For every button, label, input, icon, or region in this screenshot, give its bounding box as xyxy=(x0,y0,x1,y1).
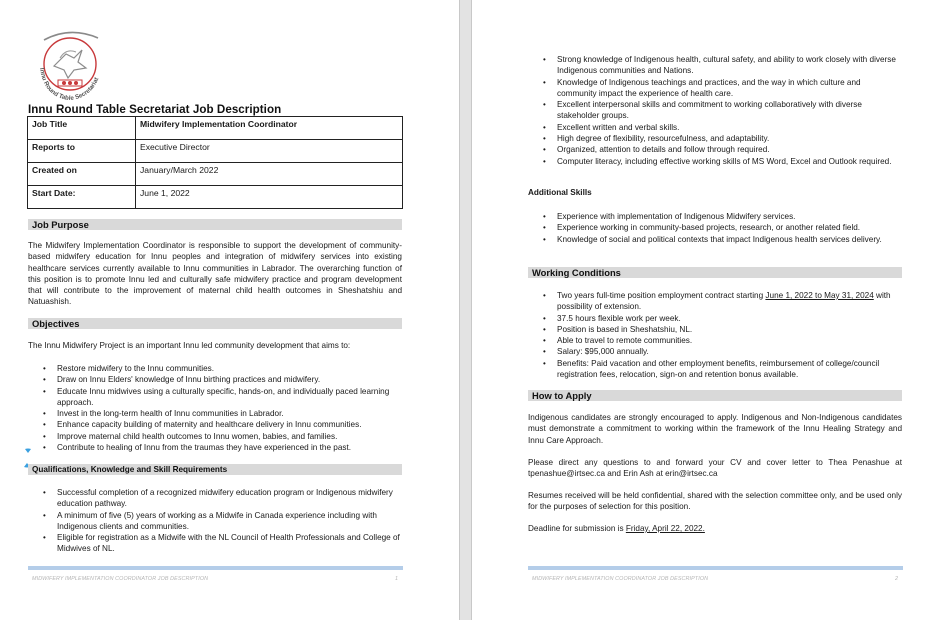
additional-skills-list xyxy=(528,211,900,245)
footer-divider xyxy=(528,566,903,570)
document-title: Innu Round Table Secretariat Job Description xyxy=(28,103,282,116)
list-item xyxy=(528,290,900,313)
working-conditions-list xyxy=(528,290,900,380)
contract-suffix: with possibility of extension. xyxy=(557,291,891,312)
how-to-apply-paragraph-3: Resumes received will be held confidential, shared with the selection committee only, and be used only for the purposes of selection for this position. xyxy=(528,491,902,512)
list-item: • Excellent interpersonal skills and commitment to working collaboratively with diverse stakeholder groups. xyxy=(528,99,900,122)
start-date-value: June 1, 2022 xyxy=(136,186,403,209)
how-to-apply-paragraph-1: Indigenous candidates are strongly encouraged to apply. Indigenous and Non-Indigenous candidates must demonstrate a commitment to working within the framework of the Innu Healing Strategy and Innu Care Approach. xyxy=(528,413,902,445)
list-item: • Restore midwifery to the Innu communities. xyxy=(28,363,404,374)
list-item: • Draw on Innu Elders' knowledge of Innu birthing practices and midwifery. xyxy=(28,374,404,385)
job-title-value: Midwifery Implementation Coordinator xyxy=(136,117,403,140)
page-number: 2 xyxy=(895,576,898,582)
list-item: • Experience with implementation of Indigenous Midwifery services. xyxy=(528,211,900,222)
list-item: • Experience working in community-based projects, research, or another related field. xyxy=(528,222,900,233)
how-to-apply-heading: How to Apply xyxy=(528,390,902,401)
list-item: • Knowledge of social and political contexts that impact Indigenous health services delivery. xyxy=(528,234,900,245)
list-item: • Strong knowledge of Indigenous health, cultural safety, and ability to work closely with diverse Indigenous communities and Nations. xyxy=(528,54,900,77)
list-item: • Excellent written and verbal skills. xyxy=(528,122,900,133)
list-item: • Salary: $95,000 annually. xyxy=(528,346,900,357)
table-row xyxy=(28,186,403,209)
list-item: • 37.5 hours flexible work per week. xyxy=(528,313,900,324)
objectives-list xyxy=(28,363,404,453)
contract-dates: June 1, 2022 to May 31, 2024 xyxy=(765,291,874,300)
list-item: • Knowledge of Indigenous teachings and practices, and the way in which culture and community impact the experience of health care. xyxy=(528,77,900,100)
innu-round-table-logo xyxy=(30,28,110,104)
qualifications-list-page2 xyxy=(528,54,900,167)
working-conditions-heading: Working Conditions xyxy=(528,267,902,278)
job-info-table xyxy=(27,116,403,209)
objectives-heading: Objectives xyxy=(28,318,402,329)
job-title-label: Job Title xyxy=(28,117,136,140)
list-item: • Contribute to healing of Innu from the traumas they have experienced in the past. xyxy=(28,442,404,453)
list-item: • Enhance capacity building of maternity and healthcare delivery in Innu communities. xyxy=(28,419,404,430)
list-item: • Benefits: Paid vacation and other employment benefits, reimbursement of college/council registration fees, relocation, sign-on and retention bonus available. xyxy=(528,358,900,381)
deadline-prefix: Deadline for submission is xyxy=(528,524,626,533)
objectives-intro: The Innu Midwifery Project is an important Innu led community development that aims to: xyxy=(28,341,351,350)
list-item: • Improve maternal child health outcomes to Innu women, babies, and families. xyxy=(28,431,404,442)
job-purpose-text: The Midwifery Implementation Coordinator is responsible to support the development of community-based midwifery education for Innu peoples and integration of midwifery services into existing healthcare services currently available to Innu communities in Labrador. The overarching function of this position is to promote Innu led and culturally safe midwifery practice and program development that will contribute to the improvement of maternal child health outcomes in Sheshatshiu and Natuashish. xyxy=(28,241,402,307)
contract-prefix: Two years full-time position employment contract starting xyxy=(557,291,766,300)
paragraph-marker-icon[interactable] xyxy=(25,448,31,453)
list-item: • Educate Innu midwives using a culturally specific, hands-on, and individually paced learning approach. xyxy=(28,386,404,409)
how-to-apply-paragraph-2: Please direct any questions to and forward your CV and cover letter to Thea Penashue at tpenashue@irtsec.ca and Erin Ash at erin@irtsec.ca xyxy=(528,458,902,479)
list-item: • Computer literacy, including effective working skills of MS Word, Excel and Outlook required. xyxy=(528,156,900,167)
job-purpose-heading: Job Purpose xyxy=(28,219,402,230)
reports-to-label: Reports to xyxy=(28,140,136,163)
page-1 xyxy=(0,0,459,620)
created-on-label: Created on xyxy=(28,163,136,186)
page-gutter xyxy=(459,0,472,620)
list-item: • Successful completion of a recognized midwifery education program or Indigenous midwifery education pathway. xyxy=(28,487,404,510)
footer-text: MIDWIFERY IMPLEMENTATION COORDINATOR JOB DESCRIPTION xyxy=(32,576,209,582)
list-item: • Position is based in Sheshatshiu, NL. xyxy=(528,324,900,335)
list-item: • Able to travel to remote communities. xyxy=(528,335,900,346)
start-date-label: Start Date: xyxy=(28,186,136,209)
additional-skills-heading: Additional Skills xyxy=(528,188,592,197)
list-item: • Organized, attention to details and follow through required. xyxy=(528,144,900,155)
page-number: 1 xyxy=(395,576,398,582)
list-item: • Invest in the long-term health of Innu communities in Labrador. xyxy=(28,408,404,419)
reports-to-value: Executive Director xyxy=(136,140,403,163)
qualifications-heading: Qualifications, Knowledge and Skill Requirements xyxy=(28,464,402,475)
created-on-value: January/March 2022 xyxy=(136,163,403,186)
footer-divider xyxy=(28,566,403,570)
table-row xyxy=(28,163,403,186)
table-row xyxy=(28,117,403,140)
deadline-line xyxy=(528,523,902,534)
list-item: • High degree of flexibility, resourcefulness, and adaptability. xyxy=(528,133,900,144)
logo-text: Innu Round Table Secretariat xyxy=(38,67,101,103)
deadline-date: Friday, April 22, 2022. xyxy=(625,524,705,533)
table-row xyxy=(28,140,403,163)
footer-text: MIDWIFERY IMPLEMENTATION COORDINATOR JOB DESCRIPTION xyxy=(532,576,709,582)
qualifications-list-page1 xyxy=(28,487,404,555)
list-item: • A minimum of five (5) years of working as a Midwife in Canada experience including with Indigenous clients and communities. xyxy=(28,510,404,533)
list-item: • Eligible for registration as a Midwife with the NL Council of Health Professionals and College of Midwives of NL. xyxy=(28,532,404,555)
